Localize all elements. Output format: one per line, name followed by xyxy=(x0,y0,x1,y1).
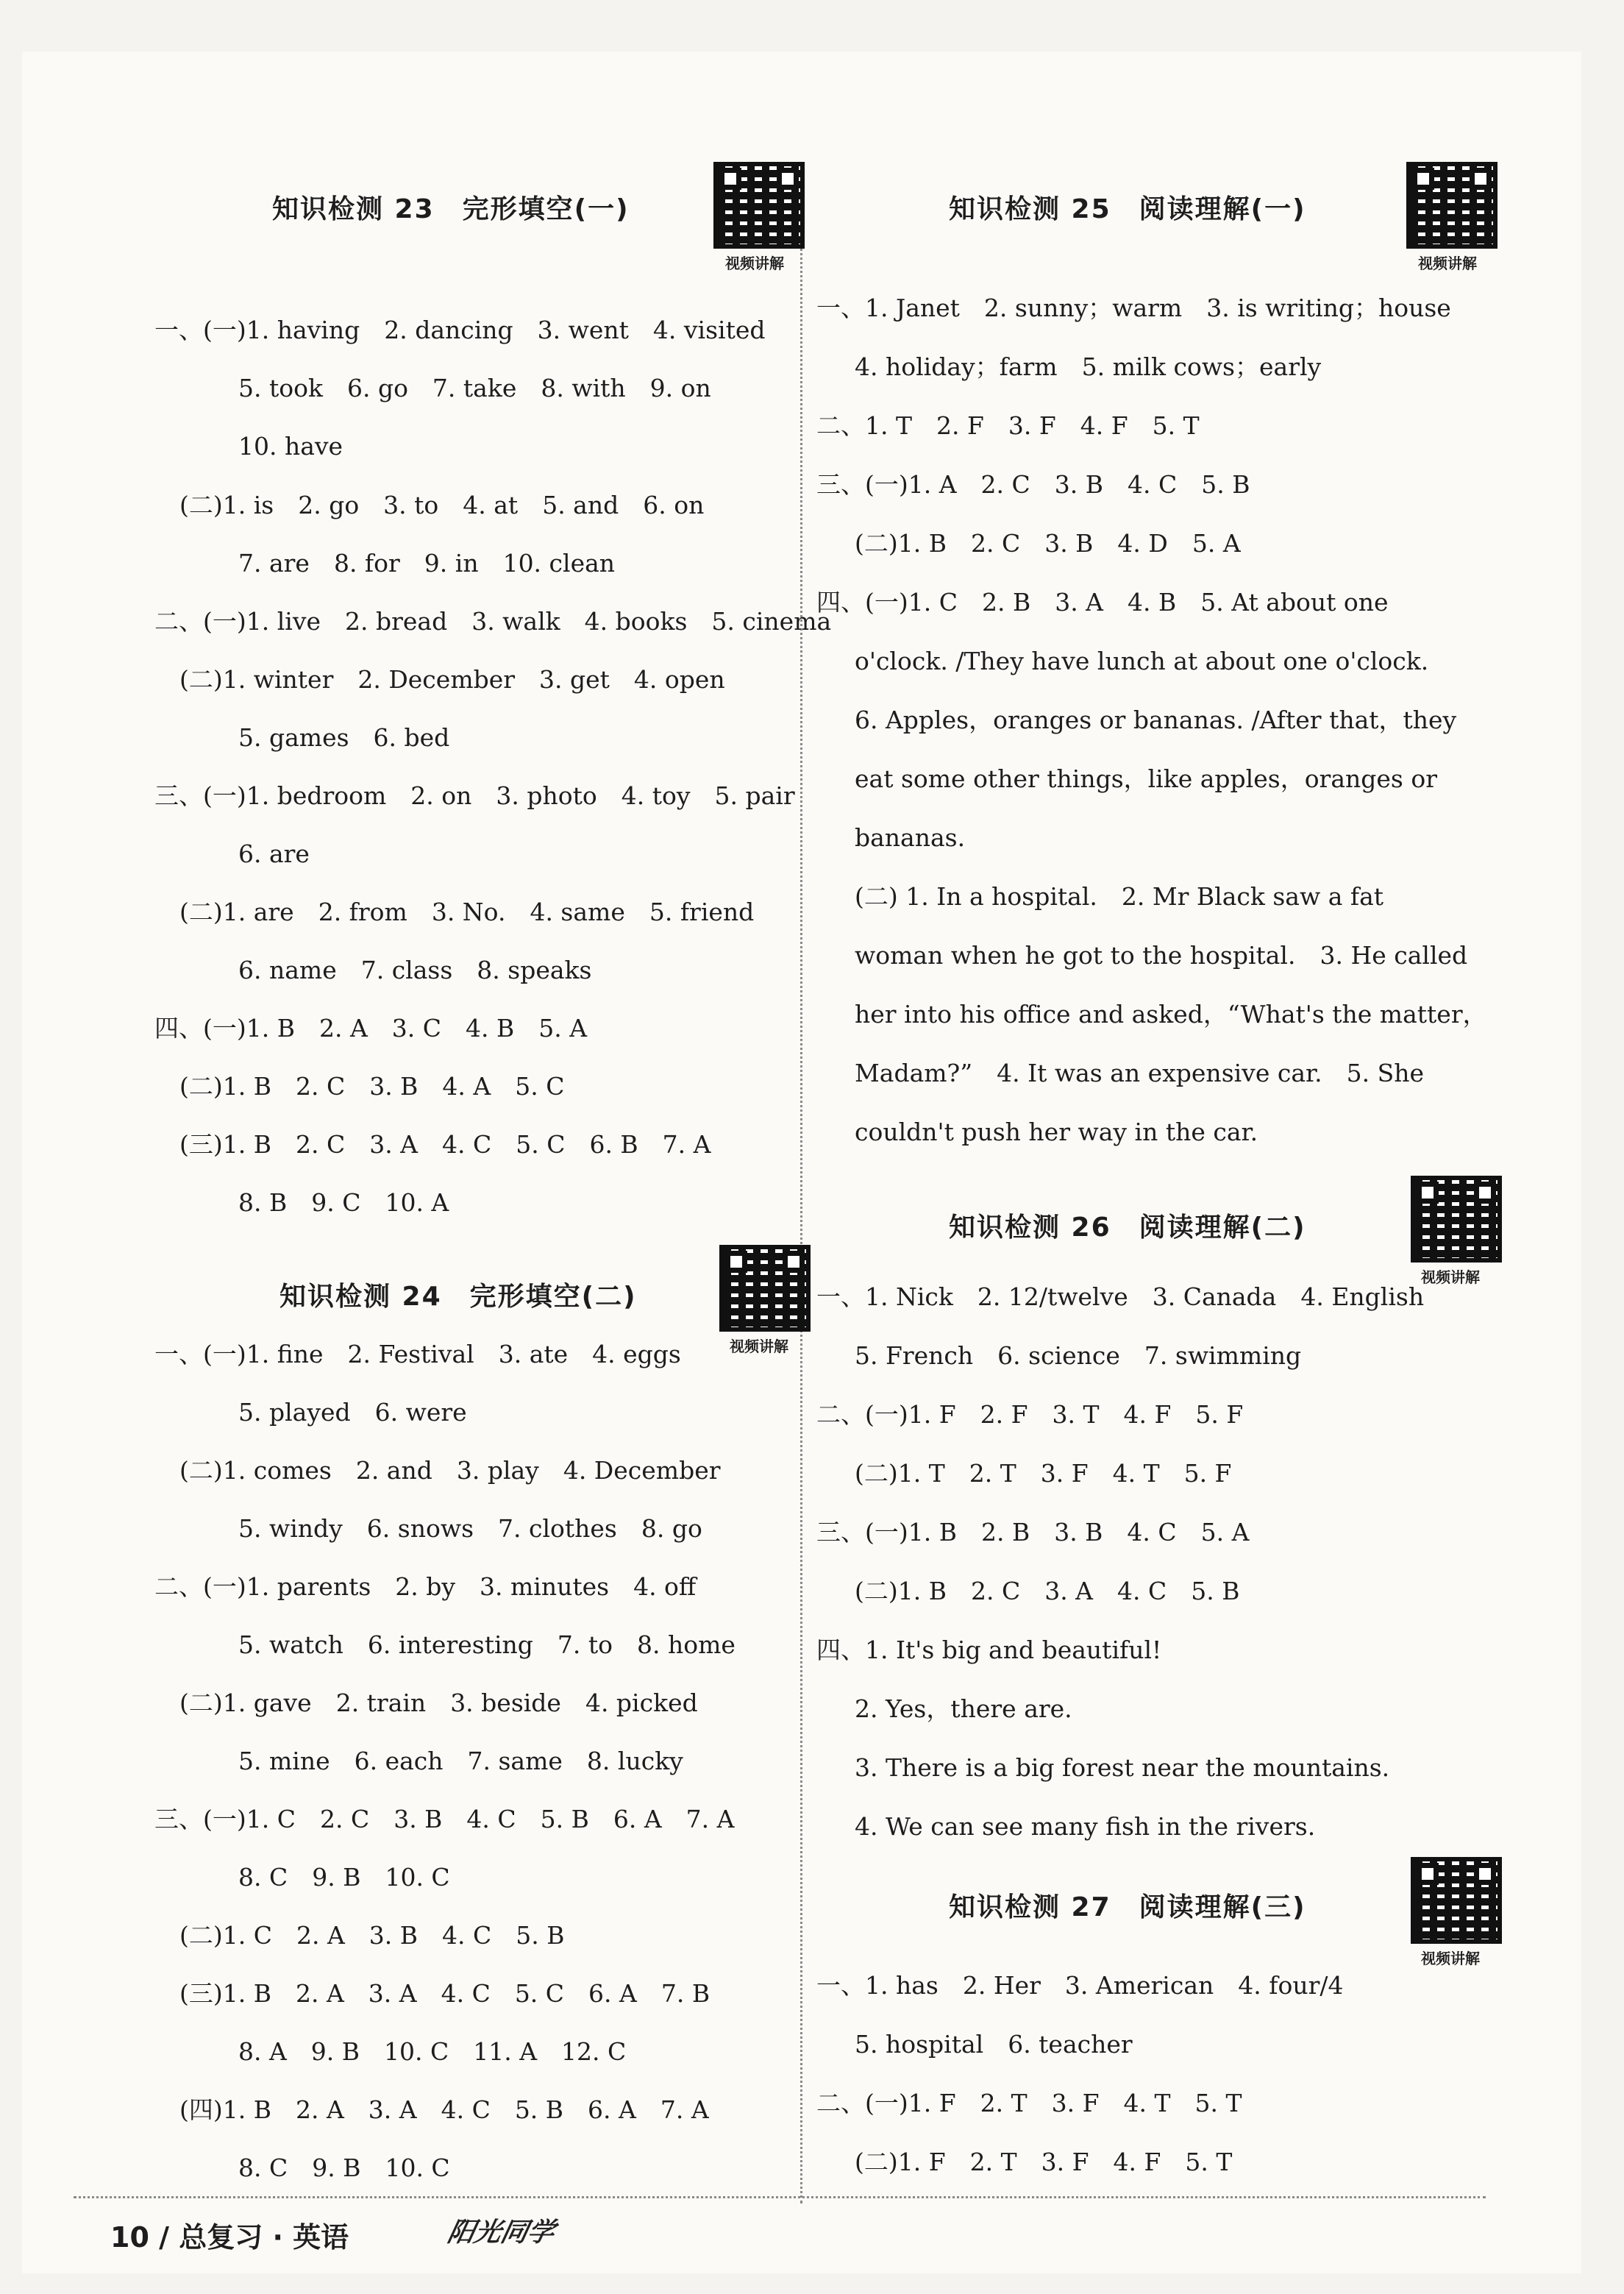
answer-line: 二、(一)1. live 2. bread 3. walk 4. books 5. cinema xyxy=(154,607,832,636)
answer-line: (三)1. B 2. A 3. A 4. C 5. C 6. A 7. B xyxy=(179,1979,710,2008)
answer-line: 二、(一)1. parents 2. by 3. minutes 4. off xyxy=(154,1572,697,1601)
section-title: 知识检测 24 完形填空(二) xyxy=(279,1282,637,1312)
qr-label: 视频讲解 xyxy=(1421,1268,1480,1286)
answer-line: 5. games 6. bed xyxy=(238,723,450,752)
answer-line: 一、(一)1. having 2. dancing 3. went 4. visited xyxy=(154,316,766,344)
answer-line: 一、1. Janet 2. sunny；warm 3. is writing；house xyxy=(816,294,1451,322)
brand-logo: 阳光同学 xyxy=(445,2217,558,2248)
answer-line: 一、1. has 2. Her 3. American 4. four/4 xyxy=(816,1971,1344,2000)
answer-line: 四、(一)1. C 2. B 3. A 4. B 5. At about one xyxy=(816,588,1389,617)
qr-code-icon[interactable] xyxy=(1406,162,1497,249)
answer-line: (二)1. is 2. go 3. to 4. at 5. and 6. on xyxy=(179,491,705,519)
answer-line: her into his office and asked，“What's the matter， xyxy=(855,1000,1487,1029)
answer-line: (二)1. are 2. from 3. No. 4. same 5. friend xyxy=(179,898,755,926)
answer-line: (二)1. F 2. T 3. F 4. F 5. T xyxy=(855,2148,1233,2176)
answer-line: (四)1. B 2. A 3. A 4. C 5. B 6. A 7. A xyxy=(179,2095,709,2124)
qr-label: 视频讲解 xyxy=(730,1338,788,1355)
answer-line: (二)1. B 2. C 3. A 4. C 5. B xyxy=(855,1577,1240,1605)
section-header-23 xyxy=(118,162,784,272)
qr-code-icon[interactable] xyxy=(1411,1857,1502,1944)
answer-line: 四、1. It's big and beautiful! xyxy=(816,1636,1162,1664)
answer-line: (二)1. gave 2. train 3. beside 4. picked xyxy=(179,1688,698,1717)
answer-line: 4. holiday；farm 5. milk cows；early xyxy=(855,352,1322,381)
answer-line: 二、(一)1. F 2. F 3. T 4. F 5. F xyxy=(816,1400,1244,1429)
answer-line: 一、1. Nick 2. 12/twelve 3. Canada 4. English xyxy=(816,1282,1425,1311)
answer-line: (二)1. winter 2. December 3. get 4. open xyxy=(179,665,725,694)
qr-code-icon[interactable] xyxy=(1411,1176,1502,1263)
qr-code-icon[interactable] xyxy=(719,1245,811,1332)
answer-line: 8. C 9. B 10. C xyxy=(238,1863,450,1892)
column-divider xyxy=(800,217,802,2204)
answer-line: 二、(一)1. F 2. T 3. F 4. T 5. T xyxy=(816,2089,1242,2117)
answer-line: 一、(一)1. fine 2. Festival 3. ate 4. eggs xyxy=(154,1340,681,1368)
answer-line: 5. French 6. science 7. swimming xyxy=(855,1341,1302,1370)
section-title: 知识检测 26 阅读理解(二) xyxy=(949,1212,1306,1243)
answer-line: eat some other things，like apples，oranges or xyxy=(855,764,1437,793)
answer-line: (二)1. T 2. T 3. F 4. T 5. F xyxy=(855,1459,1232,1488)
qr-label: 视频讲解 xyxy=(1418,255,1477,272)
answer-line: 10. have xyxy=(238,432,343,461)
answer-line: 7. are 8. for 9. in 10. clean xyxy=(238,549,616,578)
answer-line: 6. Apples，oranges or bananas. /After that，they xyxy=(855,706,1457,734)
qr-label: 视频讲解 xyxy=(1421,1950,1480,1967)
answer-line: couldn't push her way in the car. xyxy=(855,1118,1258,1146)
section-header-25 xyxy=(816,162,1477,272)
qr-code-icon[interactable] xyxy=(713,162,805,249)
answer-line: (二)1. comes 2. and 3. play 4. December xyxy=(179,1456,721,1485)
answer-line: 8. A 9. B 10. C 11. A 12. C xyxy=(238,2037,627,2066)
section-header-26 xyxy=(816,1170,1480,1286)
answer-line: 8. B 9. C 10. A xyxy=(238,1188,449,1217)
footer-rule xyxy=(74,2196,1486,2198)
answer-line: 5. windy 6. snows 7. clothes 8. go xyxy=(238,1514,702,1543)
answer-line: 6. are xyxy=(238,839,310,868)
answer-line: woman when he got to the hospital. 3. He called xyxy=(855,941,1468,970)
answer-line: 2. Yes，there are. xyxy=(855,1694,1072,1723)
answer-line: o'clock. /They have lunch at about one o'clock. xyxy=(855,647,1429,675)
answer-line: 三、(一)1. C 2. C 3. B 4. C 5. B 6. A 7. A xyxy=(154,1805,735,1833)
answer-line: 4. We can see many fish in the rivers. xyxy=(855,1812,1316,1841)
answer-line: bananas. xyxy=(855,823,966,852)
answer-line: (二)1. B 2. C 3. B 4. D 5. A xyxy=(855,529,1241,558)
answer-line: 三、(一)1. B 2. B 3. B 4. C 5. A xyxy=(816,1518,1250,1547)
answer-line: (二)1. B 2. C 3. B 4. A 5. C xyxy=(179,1072,565,1101)
answer-line: 5. watch 6. interesting 7. to 8. home xyxy=(238,1630,736,1659)
answer-line: 6. name 7. class 8. speaks xyxy=(238,956,592,984)
answer-line: 3. There is a big forest near the mountains. xyxy=(855,1753,1390,1782)
answer-line: (二)1. C 2. A 3. B 4. C 5. B xyxy=(179,1921,565,1950)
page-footer: 10 / 总复习 · 英语 xyxy=(110,2221,349,2254)
answer-line: 三、(一)1. bedroom 2. on 3. photo 4. toy 5. pair xyxy=(154,781,795,810)
answer-line: Madam?” 4. It was an expensive car. 5. She xyxy=(855,1059,1425,1087)
answer-line: 5. mine 6. each 7. same 8. lucky xyxy=(238,1747,683,1775)
answer-line: 二、1. T 2. F 3. F 4. F 5. T xyxy=(816,411,1200,440)
answer-line: (三)1. B 2. C 3. A 4. C 5. C 6. B 7. A xyxy=(179,1130,711,1159)
answer-line: (二) 1. In a hospital. 2. Mr Black saw a fat xyxy=(855,882,1384,911)
section-title: 知识检测 23 完形填空(一) xyxy=(272,194,630,224)
answer-line: 5. played 6. were xyxy=(238,1398,467,1427)
answer-line: 三、(一)1. A 2. C 3. B 4. C 5. B xyxy=(816,470,1250,499)
answer-line: 5. took 6. go 7. take 8. with 9. on xyxy=(238,374,711,402)
section-title: 知识检测 25 阅读理解(一) xyxy=(949,194,1306,224)
answer-line: 四、(一)1. B 2. A 3. C 4. B 5. A xyxy=(154,1014,588,1043)
answer-line: 8. C 9. B 10. C xyxy=(238,2153,450,2182)
section-title: 知识检测 27 阅读理解(三) xyxy=(949,1892,1306,1922)
section-header-27 xyxy=(816,1857,1480,1967)
answer-page xyxy=(22,52,1581,2273)
qr-label: 视频讲解 xyxy=(725,255,784,272)
answer-line: 5. hospital 6. teacher xyxy=(855,2030,1133,2059)
